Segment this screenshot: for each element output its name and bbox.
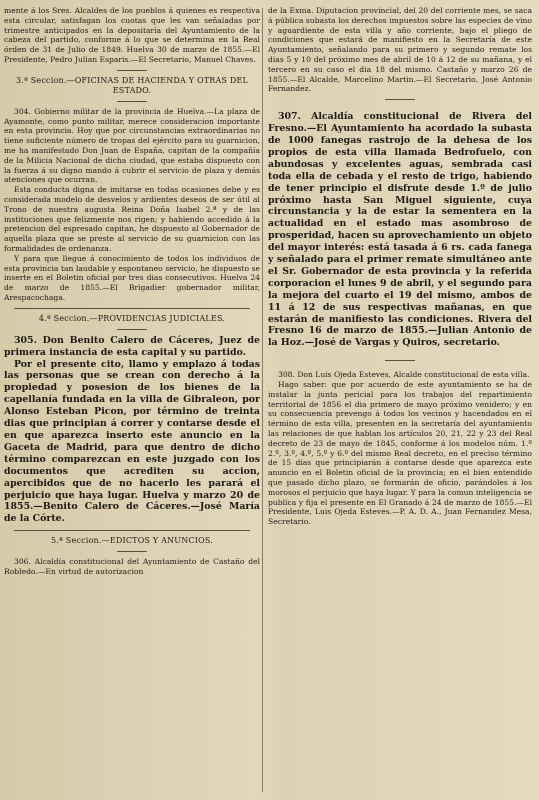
notice-308-title: 308. Don Luis Ojeda Esteves, Alcalde constitucional de esta villa.	[278, 370, 530, 380]
notice-306-start: 306. Alcaldía constitucional del Ayuntamiento de Castaño del Robledo.—En virtud de autorizacion	[4, 557, 260, 577]
section-4-heading: 4.ª Seccion.—PROVIDENCIAS JUDICIALES.	[38, 313, 226, 323]
notice-304-paragraph-2: Esta conducta digna de imitarse en todas ocasiones debe y es considerada modelo de desvelos y ardientes deseos de ser útil al Trono de nuestra augusta Reina Doña Isabel 2.ª y de las instituciones que felizmente nos rigen; y habiendo accedido á la pretencion del espresado capitan, he dispuesto al Gobernador de aquella plaza que se preste al servicio de su guarnicion con las formalidades de ordenanza.	[4, 185, 260, 253]
divider	[117, 329, 147, 330]
left-column	[4, 6, 260, 796]
notice-306-continuation: de la Exma. Diputacion provincial, del 20 del corriente mes, se saca á pública subasta los derechos impuestos sobre las especies de vino y aguardiente de esta villa y año corriente, bajo el pliego de condiciones que estará de manifiesto en la Secretaría de este Ayuntamiento, señalando para su primero y segundo remate los dias 5 y 10 del próximo mes de abril de 10 á 12 de su mañana, y el tercero en su caso el dia 18 del mismo. Castaño y marzo 26 de 1855.—El Alcalde, Marcelino Martin.—El Secretario, José Antonio Fernandez.	[268, 6, 532, 94]
notice-304-paragraph-3: Y para que llegue á conocimiento de todos los individuos de esta provincia tan laudable y espontaneo servicio, he dispuesto se inserte en el Boletin oficial por tres dias consecutivos. Huelva 24 de marzo de 1855.—El Brigadier gobernador militar, Arespacochaga.	[4, 253, 260, 302]
notice-304-paragraph-1: 304. Gobierno militar de la provincia de Huelva.—La plaza de Ayamonte, como punto militar, merece consideracion importante en esta provincia. Hoy que por circunstancias extraordinarias no tiene suficiente número de tropas del ejército para su guarnicion, me ha manifestado Don Juan de España, capitan de la compañía de la Milicia Nacional de dicha ciudad, que estaba dispuesto con la fuerza á su digno mando á cubrir el servicio de plaza y demás atenciones que ocurran.	[4, 106, 260, 185]
column-separator	[262, 8, 263, 792]
notice-305-title: 305. Don Benito Calero de Cáceres, Juez de primera instancia de esta capital y su partido.	[4, 334, 260, 358]
divider	[14, 308, 250, 309]
divider	[385, 99, 415, 100]
divider	[385, 360, 415, 361]
divider	[117, 101, 147, 102]
section-3-heading: 3.ª Seccion.—OFICINAS DE HACIENDA Y OTRAS DEL ESTADO.	[15, 75, 249, 95]
notice-308-body: Hago saber: que por acuerdo de este ayuntamiento se ha de instalar la junta pericial para los trabajos del repartimiento territorial de 1856 el dia primero de mayo próximo venidero; y en su consecuencia prevengo á todos los vecinos y hacendados en el término de esta villa, presenten en la secretaría del ayuntamiento las relaciones de que hablan los artículos 20, 21, 22 y 23 del Real decreto de 23 de mayo de 1845, conforme á los modelos núm. 1.º 2.º, 3.º, 4.º, 5.º y 6.º del mismo Real decreto, en el preciso término de 15 dias que principiarán á contarse desde que aparezca este anuncio en el Boletin oficial de la provincia; en el bien entendido que pasado dicho plazo, se formarán de oficio, parándoles á los morosos el perjuicio que haya lugar. Y para la comun inteligencia se publica y fija el presente en El Granado á 24 de marzo de 1855.—El Presidente, Luis Ojeda Esteves.—P. A. D. A., Juan Fernandez Mesa, Secretario.	[268, 380, 532, 527]
divider	[14, 530, 250, 531]
right-column	[268, 6, 532, 796]
intro-paragraph: mente á los Sres. Alcaldes de los pueblos á quienes es respectiva esta circular, satisfagan los cuotas que les van señaladas por trimestre anticipados en la depositaría del Ayuntamiento de la cabeza del partido, conforme á lo que se determina en la Real órden de 31 de Julio de 1849. Huelva 30 de marzo de 1855.—El Presidente, Pedro Julian Esparis.—El Secretario, Manuel Chaves.	[4, 6, 260, 64]
notice-307-body: 307. Alcaldía constitucional de Rivera del Fresno.—El Ayuntamiento ha acordado la subasta de 1000 fanegas rastrojo de la dehesa de los propios de esta villa llamada Bedrofuelo, con abundosas y excelentes aguas, sembrada casi toda ella de cebada y el resto de trigo, habiendo de tener principio el disfrute desde 1.º de julio próximo hasta San Miguel siguiente, cuya circunstancia y la de estar la sementera en la actualidad en el estado mas asombroso de prosperidad, hacen su aprovechamiento un objeto del mayor interés: está tasada á 6 rs. cada fanega y señalado para el primer remate simultáneo ante el Sr. Gobernador de esta provincia y la referida corporacion el lunes 9 de abril, y el segundo para la mejora del cuarto el 19 del mismo, ambos de 11 á 12 de sus respectivas mañanas, en que estarán de manifiesto las condiciones. Rivera del Fresno 16 de marzo de 1855.—Julian Antonio de la Hoz.—José de Vargas y Quiros, secretario.	[268, 111, 532, 349]
divider	[117, 70, 147, 71]
divider	[117, 551, 147, 552]
section-5-heading: 5.ª Seccion.—EDICTOS Y ANUNCIOS.	[51, 536, 213, 546]
notice-305-body: Por el presente cito, llamo y emplazo á todas las personas que se crean con derecho á la propiedad y posesion de los bienes de la capellanía fundada en la villa de Gibraleon, por Alonso Esteban Picon, por término de treinta dias que principian á correr y contarse desde el en que aparezca inserto este anuncio en la Gaceta de Madrid, para que dentro de dicho término comparezcan en este juzgado con los documentos que acrediten su accion, apercibidos que de no hacerlo les parará el perjuicio que haya lugar. Huelva y marzo 20 de 1855.—Benito Calero de Cáceres.—José María de la Córte.	[4, 358, 260, 525]
